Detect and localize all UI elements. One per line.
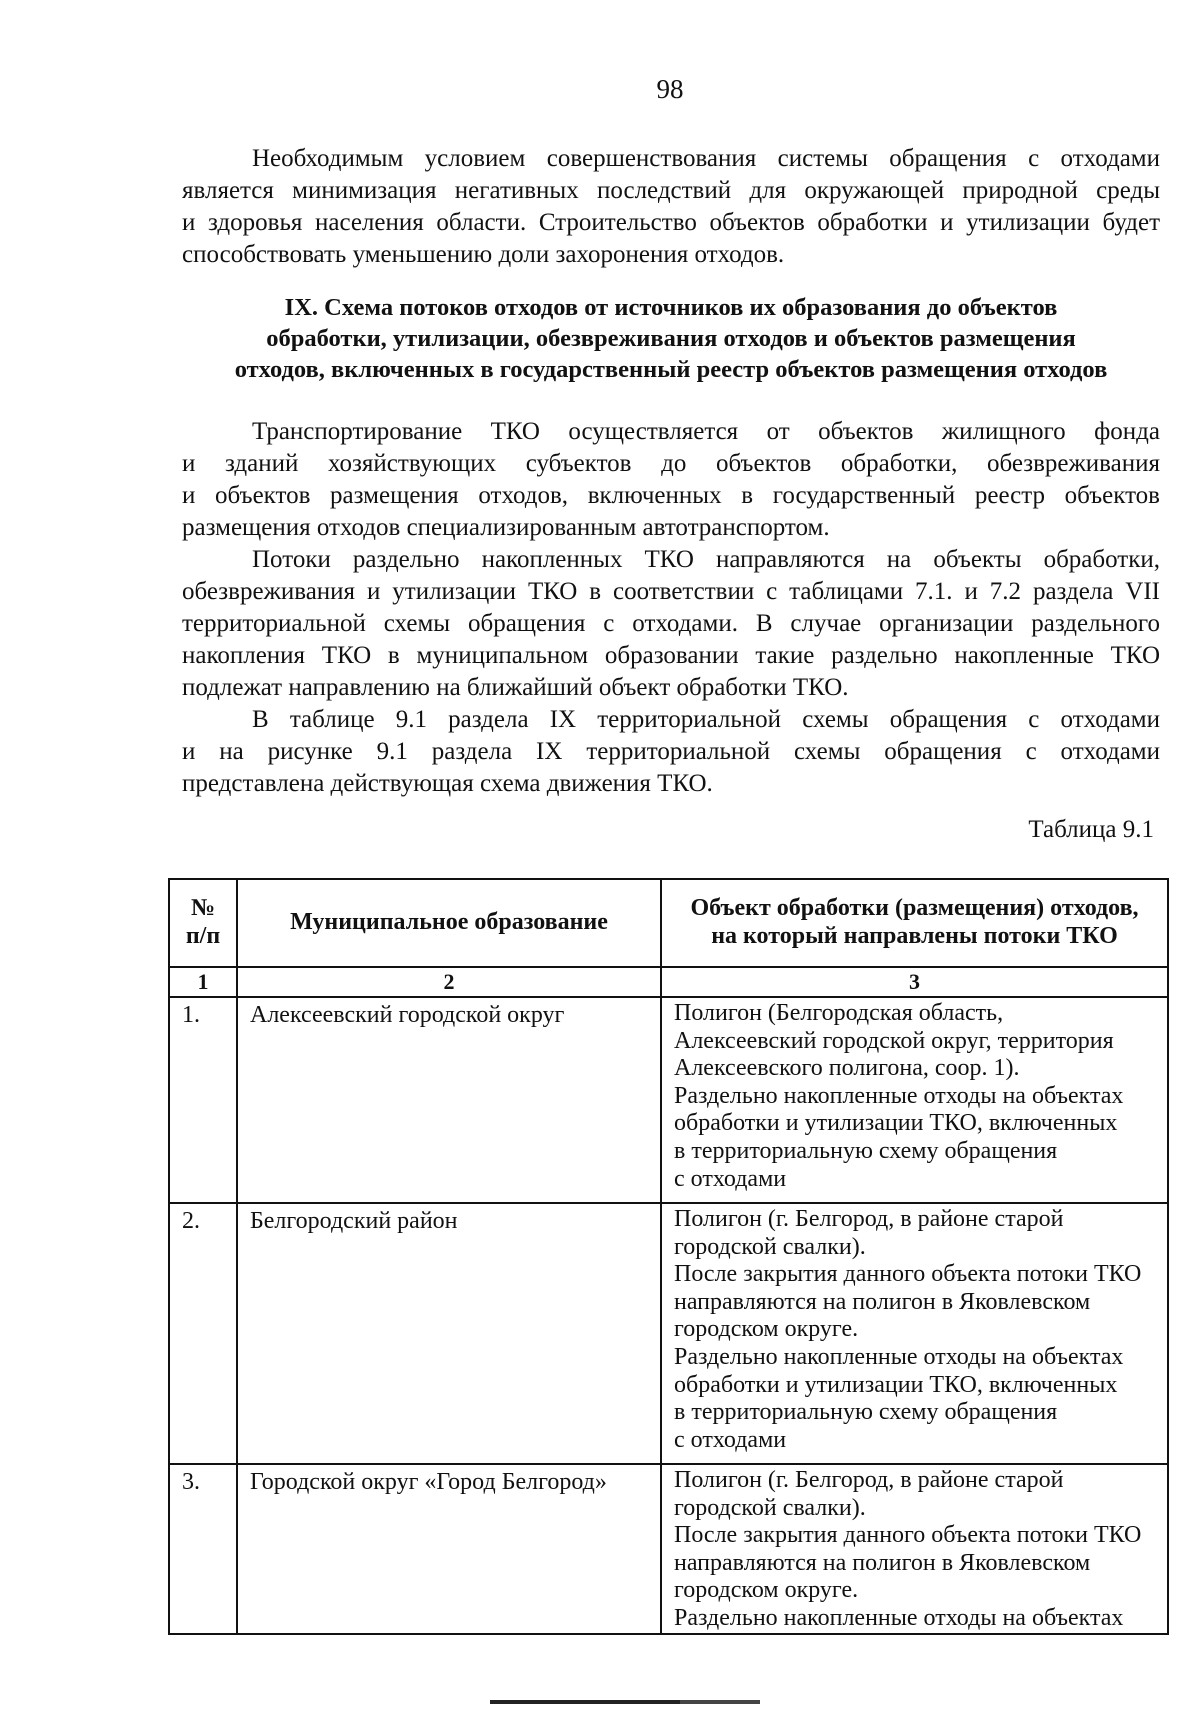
header-num: № п/п xyxy=(169,879,237,967)
column-number: 1 xyxy=(169,967,237,997)
table-reference-paragraph xyxy=(182,704,1160,800)
table-header-row xyxy=(169,879,1168,967)
scan-artifact xyxy=(490,1700,690,1704)
cell-line: После закрытия данного объекта потоки ТКО xyxy=(674,1522,1142,1549)
cell-line: с отходами xyxy=(674,1165,787,1192)
text-line: размещения отходов специализированным автотранспортом. xyxy=(182,514,830,541)
separate-collection-paragraph xyxy=(182,544,1160,704)
text-line: подлежат направлению на ближайший объект обработки ТКО. xyxy=(182,674,849,701)
table-row xyxy=(169,1203,1168,1464)
cell-line: городском округе. xyxy=(674,1577,859,1604)
intro-paragraph xyxy=(182,143,1160,271)
cell-line: в территориальную схему обращения xyxy=(674,1399,1058,1426)
table-row xyxy=(169,997,1168,1203)
text-line: накопления ТКО в муниципальном образовании такие раздельно накопленные ТКО xyxy=(182,642,1160,669)
cell-line: Полигон (г. Белгород, в районе старой xyxy=(674,1467,1064,1493)
cell-line: Раздельно накопленные отходы на объектах xyxy=(674,1343,1124,1370)
heading-line: обработки, утилизации, обезвреживания отходов и объектов размещения xyxy=(266,325,1076,352)
cell-line: После закрытия данного объекта потоки ТКО xyxy=(674,1261,1142,1288)
row-number: 1. xyxy=(169,997,237,1203)
cell-line: с отходами xyxy=(674,1426,787,1453)
section-heading xyxy=(182,292,1160,385)
cell-line: Полигон (г. Белгород, в районе старой xyxy=(674,1206,1064,1232)
cell-line: Полигон (Белгородская область, xyxy=(674,1000,1004,1026)
text-line: обезвреживания и утилизации ТКО в соответствии с таблицами 7.1. и 7.2 раздела VII xyxy=(182,578,1160,605)
municipality-cell: Алексеевский городской округ xyxy=(237,997,661,1203)
municipality-cell: Белгородский район xyxy=(237,1203,661,1464)
text-line: является минимизация негативных последствий для окружающей природной среды xyxy=(182,177,1160,204)
column-number-row xyxy=(169,967,1168,997)
text-line: представлена действующая схема движения ТКО. xyxy=(182,770,713,797)
transport-paragraph xyxy=(182,416,1160,544)
text-line: территориальной схемы обращения с отходами. В случае организации раздельного xyxy=(182,610,1160,637)
header-municipality: Муниципальное образование xyxy=(237,879,661,967)
cell-line: городской свалки). xyxy=(674,1494,866,1521)
text-line: и объектов размещения отходов, включенных в государственный реестр объектов xyxy=(182,482,1160,509)
text-line: и здоровья населения области. Строительство объектов обработки и утилизации будет xyxy=(182,209,1160,236)
object-cell xyxy=(661,1203,1168,1464)
cell-line: городской свалки). xyxy=(674,1233,866,1260)
text-line: Потоки раздельно накопленных ТКО направляются на объекты обработки, xyxy=(252,546,1160,573)
cell-line: обработки и утилизации ТКО, включенных xyxy=(674,1110,1118,1137)
cell-line: Раздельно накопленные отходы на объектах xyxy=(674,1082,1124,1109)
heading-line: отходов, включенных в государственный реестр объектов размещения отходов xyxy=(234,356,1108,383)
table-row xyxy=(169,1464,1168,1634)
cell-line: городском округе. xyxy=(674,1316,859,1343)
scan-artifact xyxy=(680,1700,760,1704)
column-number: 3 xyxy=(661,967,1168,997)
cell-line: Алексеевский городской округ, территория xyxy=(674,1027,1114,1054)
cell-line: направляются на полигон в Яковлевском xyxy=(674,1549,1091,1576)
row-number: 3. xyxy=(169,1464,237,1634)
cell-line: направляются на полигон в Яковлевском xyxy=(674,1288,1091,1315)
cell-line: Алексеевского полигона, соор. 1). xyxy=(674,1055,1020,1082)
text-line: и на рисунке 9.1 раздела IX территориальной схемы обращения с отходами xyxy=(182,738,1160,765)
page-number: 98 xyxy=(656,74,684,104)
waste-flow-table xyxy=(168,878,1169,1635)
municipality-cell: Городской округ «Город Белгород» xyxy=(237,1464,661,1634)
heading-line: IX. Схема потоков отходов от источников их образования до объектов xyxy=(284,294,1058,321)
text-line: В таблице 9.1 раздела IX территориальной схемы обращения с отходами xyxy=(252,706,1160,733)
cell-line: обработки и утилизации ТКО, включенных xyxy=(674,1371,1118,1398)
text-line: Необходимым условием совершенствования системы обращения с отходами xyxy=(252,145,1160,172)
text-line: Транспортирование ТКО осуществляется от объектов жилищного фонда xyxy=(252,418,1160,445)
object-cell xyxy=(661,1464,1168,1634)
header-object-line: Объект обработки (размещения) отходов, xyxy=(690,895,1139,922)
cell-line: Раздельно накопленные отходы на объектах xyxy=(674,1604,1124,1631)
object-cell xyxy=(661,997,1168,1203)
column-number: 2 xyxy=(237,967,661,997)
row-number: 2. xyxy=(169,1203,237,1464)
header-object xyxy=(661,879,1168,967)
table-caption: Таблица 9.1 xyxy=(1028,816,1154,843)
text-line: способствовать уменьшению доли захоронения отходов. xyxy=(182,241,785,268)
text-line: и зданий хозяйствующих субъектов до объектов обработки, обезвреживания xyxy=(182,450,1160,477)
cell-line: в территориальную схему обращения xyxy=(674,1137,1058,1164)
header-object-line: на который направлены потоки ТКО xyxy=(711,923,1118,949)
